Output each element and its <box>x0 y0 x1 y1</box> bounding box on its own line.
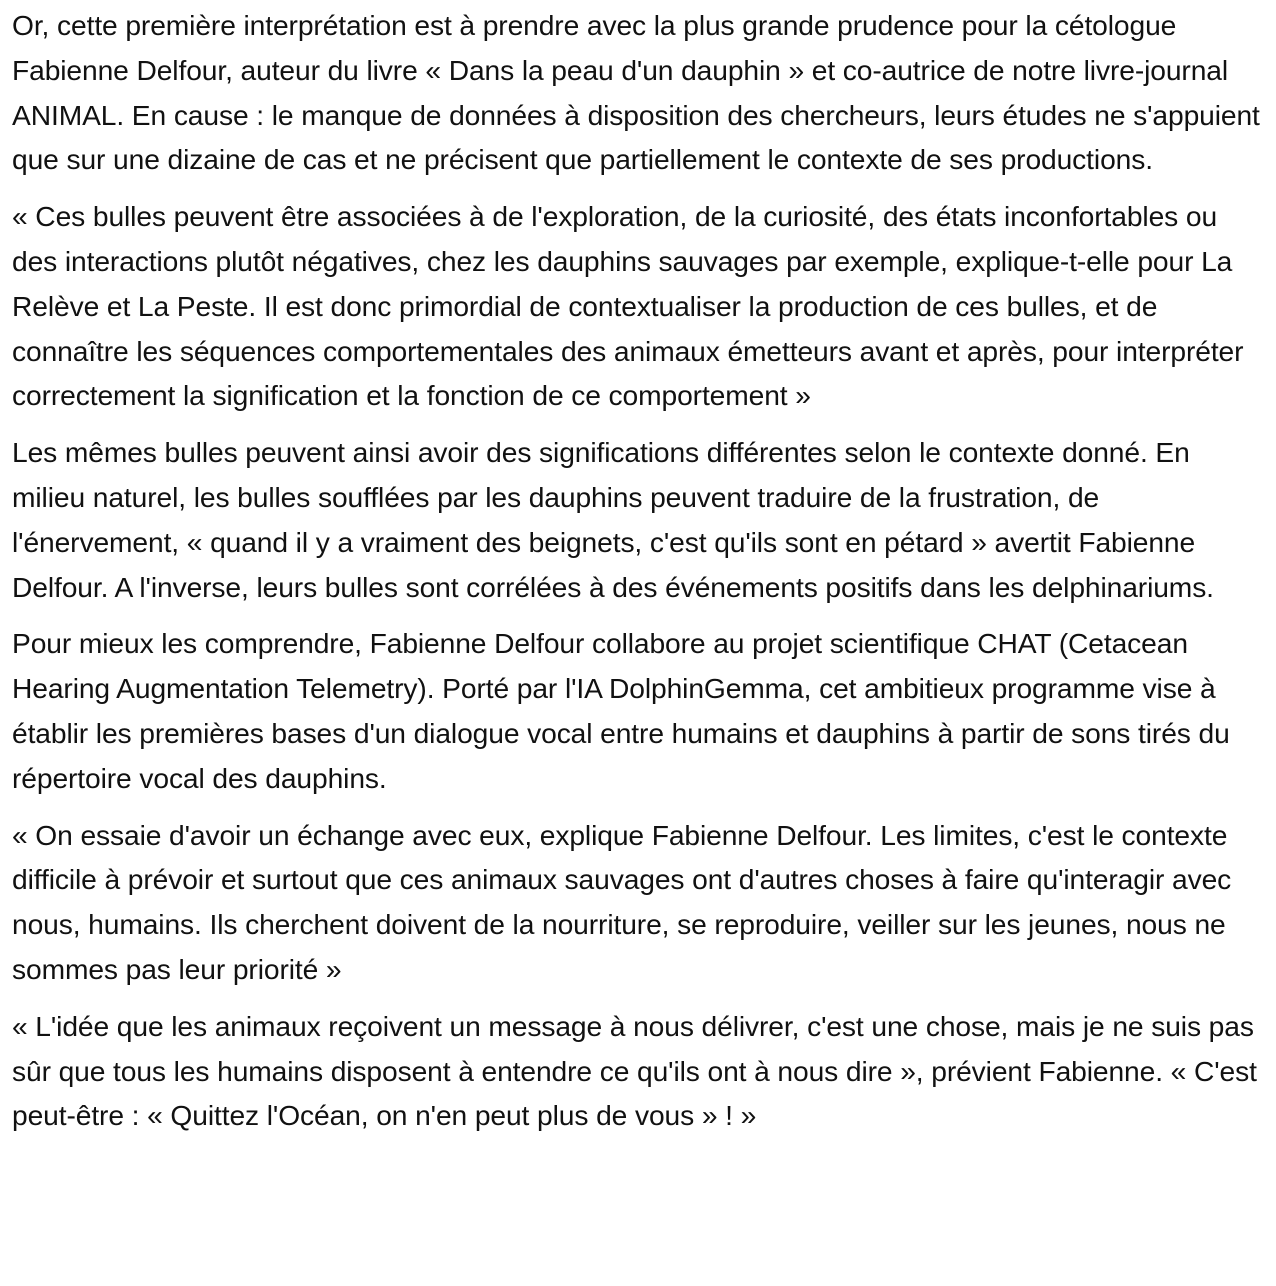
article-paragraph-4: Pour mieux les comprendre, Fabienne Delfour collabore au projet scientifique CHAT (Cetacean Hearing Augmentation Telemetry). Porté par l'IA DolphinGemma, cet ambitieux programme vise à établir les premières bases d'un dialogue vocal entre humains et dauphins à partir de sons tirés du répertoire vocal des dauphins. <box>12 627 1230 794</box>
article-paragraph-1: Or, cette première interprétation est à prendre avec la plus grande prudence pour la cétologue Fabienne Delfour, auteur du livre « Dans la peau d'un dauphin » et co-autrice de notre livre-journal ANIMAL. En cause : le manque de données à disposition des chercheurs, leurs études ne s'appuient que sur une dizaine de cas et ne précisent que partiellement le contexte de ses productions. <box>12 9 1260 176</box>
article-paragraph-3: Les mêmes bulles peuvent ainsi avoir des significations différentes selon le contexte donné. En milieu naturel, les bulles soufflées par les dauphins peuvent traduire de la frustration, de l'énervement, « quand il y a vraiment des beignets, c'est qu'ils sont en pétard » avertit Fabienne Delfour. A l'inverse, leurs bulles sont corrélées à des événements positifs dans les delphinariums. <box>12 436 1214 603</box>
article-paragraph-2: « Ces bulles peuvent être associées à de l'exploration, de la curiosité, des états inconfortables ou des interactions plutôt négatives, chez les dauphins sauvages par exemple, explique-t-elle pour La Relève et La Peste. Il est donc primordial de contextualiser la production de ces bulles, et de connaître les séquences comportementales des animaux émetteurs avant et après, pour interpréter correctement la signification et la fonction de ce comportement » <box>12 200 1244 412</box>
article-paragraph-5: « On essaie d'avoir un échange avec eux, explique Fabienne Delfour. Les limites, c'est le contexte difficile à prévoir et surtout que ces animaux sauvages ont d'autres choses à faire qu'interagir avec nous, humains. Ils cherchent doivent de la nourriture, se reproduire, veiller sur les jeunes, nous ne sommes pas leur priorité » <box>12 818 1232 985</box>
article-paragraph-6: « L'idée que les animaux reçoivent un message à nous délivrer, c'est une chose, mais je ne suis pas sûr que tous les humains disposent à entendre ce qu'ils ont à nous dire », prévient Fabienne. « C'est peut-être : « Quittez l'Océan, on n'en peut plus de vous » ! » <box>12 1009 1257 1132</box>
